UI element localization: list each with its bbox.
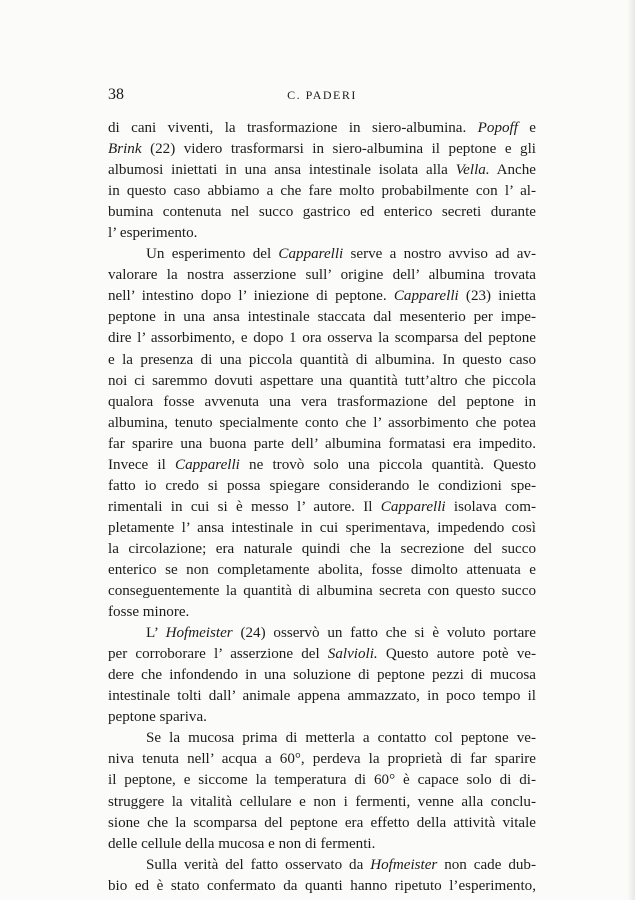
text-line: Sulla verità del fatto osservato da Hofmeister non cade dub-: [146, 856, 536, 873]
text-line: enterico se non completamente abolita, fosse dimolto attenuata e: [108, 561, 536, 578]
page-edge: [627, 0, 635, 900]
text-line: fatto io credo si possa spiegare considerando le condizioni spe-: [108, 477, 536, 494]
body-text: [108, 118, 536, 897]
text-line: Invece il Capparelli ne trovò solo una piccola quantità. Questo: [108, 456, 536, 473]
text-line: Un esperimento del Capparelli serve a nostro avviso ad av-: [146, 246, 536, 263]
text-line: dire l’ assorbimento, e dopo 1 ora osserva la scomparsa del peptone: [108, 330, 536, 347]
text-line: di cani viventi, la trasformazione in siero-albumina. Popoff e: [108, 120, 536, 136]
text-line: struggere la vitalità cellulare e non i fermenti, venne alla conclu-: [108, 793, 536, 810]
text-line: la circolazione; era naturale quindi che la secrezione del succo: [108, 540, 536, 557]
text-line: fosse minore.: [108, 604, 190, 621]
page-number: 38: [108, 86, 124, 103]
text-line: peptone in una ansa intestinale staccata dal mesenterio per impe-: [108, 309, 536, 326]
text-line: albumosi iniettati in una ansa intestinale isolata alla Vella. Anche: [108, 162, 536, 179]
text-line: Brink (22) videro trasformarsi in siero-albumina il peptone e gli: [108, 141, 536, 158]
text-line: albumina, tenuto specialmente conto che l’ assorbimento che potea: [108, 414, 536, 431]
text-line: sione che la scomparsa del peptone era effetto della attività vitale: [108, 814, 536, 831]
text-line: conseguentemente la quantità di albumina secreta con questo succo: [108, 583, 536, 600]
text-line: rimentali in cui si è messo l’ autore. Il Capparelli isolava com-: [108, 498, 536, 515]
text-line: qualora fosse avvenuta una vera trasformazione del peptone in: [108, 393, 536, 410]
text-line: dere che infondendo in una soluzione di peptone pezzi di mucosa: [108, 667, 536, 684]
text-line: Se la mucosa prima di metterla a contatto col peptone ve-: [146, 730, 536, 747]
text-line: intestinale tolti dall’ animale appena ammazzato, in poco tempo il: [108, 688, 536, 705]
text-line: pletamente l’ ansa intestinale in cui sperimentava, impedendo così: [108, 519, 536, 536]
text-line: far sparire una buona parte dell’ albumina formatasi era impedito.: [108, 435, 536, 452]
text-line: bio ed è stato confermato da quanti hanno ripetuto l’esperimento,: [108, 877, 536, 894]
text-line: peptone spariva.: [108, 709, 207, 726]
text-line: noi ci saremmo dovuti aspettare una quantità tutt’altro che piccola: [108, 372, 536, 389]
text-line: delle cellule della mucosa e non di fermenti.: [108, 835, 376, 852]
text-line: niva tenuta nell’ acqua a 60°, perdeva la proprietà di far sparire: [108, 751, 536, 768]
running-head: C. PADERI: [287, 88, 357, 102]
text-line: e la presenza di una piccola quantità di albumina. In questo caso: [108, 351, 536, 368]
text-line: valorare la nostra asserzione sull’ origine dell’ albumina trovata: [108, 267, 536, 284]
text-line: bumina contenuta nel succo gastrico ed enterico secreti durante: [108, 204, 536, 221]
text-line: nell’ intestino dopo l’ iniezione di peptone. Capparelli (23) inietta: [108, 288, 536, 305]
page-header: [108, 86, 536, 108]
text-line: per corroborare l’ asserzione del Salvioli. Questo autore potè ve-: [108, 646, 536, 663]
text-line: il peptone, e siccome la temperatura di 60° è capace solo di di-: [108, 772, 536, 789]
text-line: in questo caso abbiamo a che fare molto probabilmente con l’ al-: [108, 183, 536, 200]
text-line: l’ esperimento.: [108, 225, 198, 242]
text-line: L’ Hofmeister (24) osservò un fatto che si è voluto portare: [146, 625, 536, 642]
